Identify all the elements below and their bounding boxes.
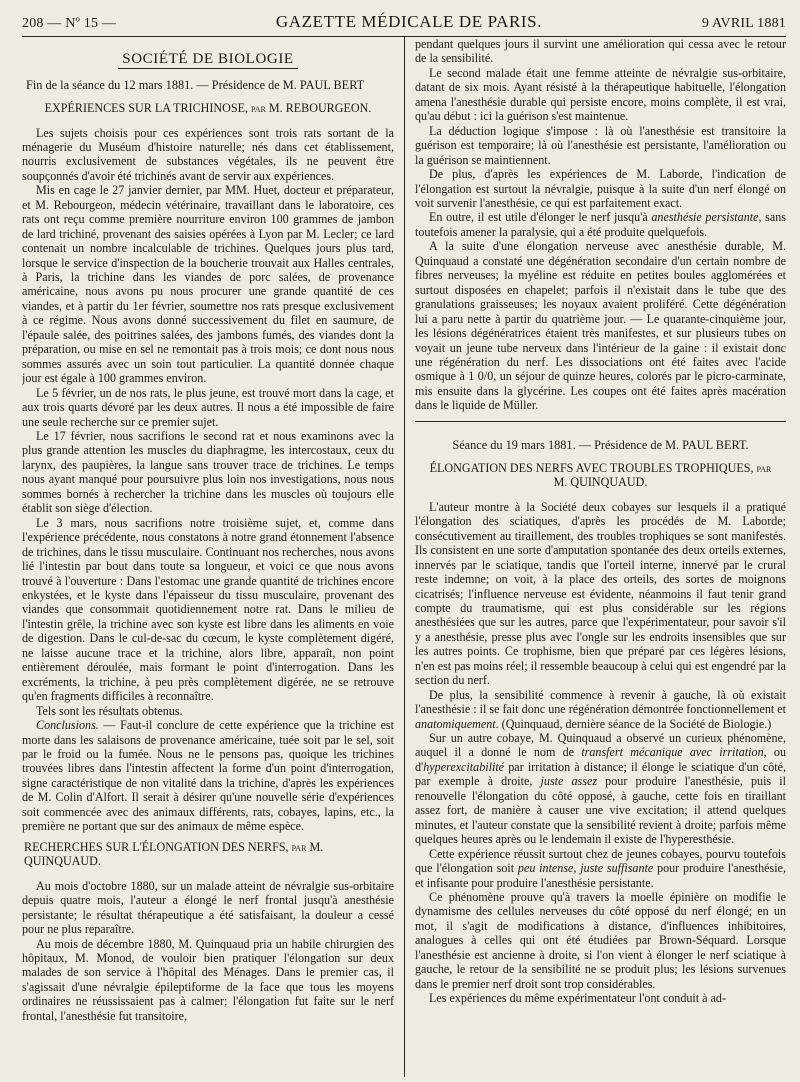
paragraph: Sur un autre cobaye, M. Quinquaud a observé un curieux phénomène, auquel il a donné le nom de transfert mécanique avec irritation, ou d'hyperexcitabilité par irritation à distance; il élonge le sciatique d'un côté, par exemple à droite, juste assez pour produire l'anesthésie, puis il renouvelle l'élongation du côté opposé, à gauche, cette fois en tiraillant assez fort, de manière à causer une vive excitation; il attend quelques minutes, et l'auteur constate que la sensibilité revient à droite; parfois même quelques heures après ou le lendemain il existe de l'hyperesthésie. <box>415 731 786 847</box>
paragraph: Au mois de décembre 1880, M. Quinquaud pria un habile chirurgien des hôpitaux, M. Monod, de vouloir bien pratiquer l'élongation sur deux malades de son service à l'hôpital des Ménages. Dans le premier cas, il s'agissait d'une névralgie épileptiforme de la face que tous les moyens ordinaires ne réussissaient pas à calmer; l'élongation fut faite sur le nerf frontal, l'anesthésie fut transitoire, <box>22 936 394 1023</box>
paragraph: A la suite d'une élongation nerveuse avec anesthésie durable, M. Quinquaud a constaté une dégénération secondaire d'un certain nombre de fibres nerveuses; la myéline est réduite en petites boules agglomérées et surtout disposées en chapelet; parfois il n'existait dans le tube que des granulations graisseuses; les noyaux avaient proliféré. Cette dégénération lui a paru nette à partir du quatrième jour. — Le quarante-cinquième jour, les lésions dégénératrices étaient très manifestes, et sur plusieurs tubes on voyait un jeune tube nerveux dans l'intérieur de la gaine : il existait donc une régénération du nerf. Les dissociations ont été faites avec l'acide osmique à 1 0/0, un séjour de quinze heures, colorés par le picro-carminate, mis ensuite dans la glycérine. Les coupes ont été faites après macération dans le liquide de Müller. <box>415 239 786 413</box>
paragraph: Le second malade était une femme atteinte de névralgie sus-orbitaire, datant de six mois. Ayant résisté à la thérapeutique habituelle, l'élongation amena l'anesthésie durable qui persiste encore, moins complète, il est vrai, qu'au début : ici la guérison s'est maintenue. <box>415 65 786 124</box>
page-number: 208 — Nº 15 — <box>22 16 117 31</box>
session-line: Séance du 19 mars 1881. — Présidence de M. PAUL BERT. <box>452 437 749 452</box>
paragraph: Mis en cage le 27 janvier dernier, par MM. Huet, docteur et préparateur, et M. Rebourgeon, médecin vétérinaire, travaillant dans le laboratoire, ces rats ont reçu comme première nourriture environ 100 grammes de jambon de lard trichiné, provenant des saisies opérées à Lyon par M. Lecler; ce lard contenait un nombre incalculable de trichines. Quelques jours plus tard, lorsque le service d'inspection de la boucherie trouvait aux Halles centrales, à Paris, la trichine dans les viandes de porc salées, de provenance américaine, nous avons pu nous procurer une grande quantité de ces viandes, et à partir du 1er février, soumettre nos rats presque exclusivement à ce régime. Nous avons donné successivement du filet en saumure, de l'épaule salée, des poitrines salées, des jambons fumés, des viandes dont la préparation, ou mise en sel ne remontait pas à trois mois; ce dont nous nous sommes assurés avec un soin tout particulier. La quantité donnée chaque jour est égale à 100 grammes environ. <box>22 183 394 386</box>
paragraph: Cette expérience réussit surtout chez de jeunes cobayes, pourvu toutefois que l'élongation soit peu intense, juste suffisante pour produire l'anesthésie, et infisante pour produire l'anesthésie persistante. <box>415 846 786 890</box>
paragraph: Le 5 février, un de nos rats, le plus jeune, est trouvé mort dans la cage, et aux trois quarts dévoré par les deux autres. Il nous a été impossible de faire une seule recherche sur ce premier sujet. <box>22 385 394 429</box>
paragraph: Les sujets choisis pour ces expériences sont trois rats sortant de la ménagerie du Muséum d'histoire naturelle; nés dans cet établissement, nourris exclusivement de substances végétales, ils ne peuvent être soupçonnés d'avoir été trichinés avant de servir aux expériences. <box>22 125 394 183</box>
paragraph: Les expériences du même expérimentateur l'ont conduit à ad- <box>429 991 727 1006</box>
paragraph: L'auteur montre à la Société deux cobayes sur lesquels il a pratiqué l'élongation des sciatiques, d'après les procédés de M. Laborde; consécutivement au tiraillement, des troubles trophiques se sont manifestés. Ils consistent en une sorte d'amputation spontanée des deux orteils externes, innervés par le sciatique, tandis que l'orteil interne, innervé par le crural reste indemne; on voit, à la place des orteils, des sortes de moignons cicatrisés; l'influence nerveuse est évidente, néanmoins il faut tenir grand compte du traumatisme, qui est plus considérable sur les régions anesthésiées que sur les autres, parce que l'expérimentateur, pour savoir s'il y a anesthésie, presse plus avec l'ongle sur les endroits insensibles que sur les autres points. Ce trophisme, bien que préparé par ces légères lésions, n'en est pas moins réel; il ressemble beaucoup à celui qui est engendré par la section du nerf. <box>415 499 786 688</box>
paragraph: Le 17 février, nous sacrifions le second rat et nous examinons avec la plus grande attention les muscles du diaphragme, les intercostaux, ceux du larynx, des paupières, la langue sans trouver trace de trichines. Le temps nous ayant manqué pour poursuivre plus loin nos investigations, nous nous sommes bornés à rechercher la trichine dans les muscles où toujours elle établit son siège d'élection. <box>22 429 394 516</box>
page-header <box>22 12 786 37</box>
columns <box>22 37 786 1077</box>
conclusions-label: Conclusions. <box>36 718 99 733</box>
paragraph: Au mois d'octobre 1880, sur un malade atteint de névralgie sus-orbitaire depuis quatre mois, l'auteur a élongé le nerf frontal jusqu'à anesthésie persistante; le résultat thérapeutique a été satisfaisant, la douleur a cessé pour ne plus reparaître. <box>22 878 394 937</box>
divider <box>415 421 786 422</box>
left-column <box>22 37 404 1077</box>
masthead-title: GAZETTE MÉDICALE DE PARIS. <box>275 12 543 31</box>
session-line: Fin de la séance du 12 mars 1881. — Présidence de M. PAUL BERT <box>26 78 365 92</box>
paragraph: La déduction logique s'impose : là où l'anesthésie est transitoire la guérison est temporaire; là où l'anesthésie est persistante, l'amélioration ou la guérison se maintiennent. <box>415 123 786 167</box>
paragraph: Conclusions. — Faut-il conclure de cette expérience que la trichine est morte dans les salaisons de provenance américaine, tuée soit par le sel, soit par le froid ou la fumée. Nous ne le pensons pas, quoique les trichines trouvées libres dans l'intestin affectent la forme d'un point d'interrogation, signe caractéristique de non vitalité dans la trichine, d'après les expériences de M. Colin d'Alfort. Il serait à désirer qu'une nouvelle série d'expériences soit commencée avec des animaux différents, rats, cobayes, lapins, etc., la première ne portant que sur des animaux de même espèce. <box>22 718 394 834</box>
section-title: SOCIÉTÉ DE BIOLOGIE <box>22 51 394 68</box>
issue-date: 9 AVRIL 1881 <box>701 16 786 31</box>
paragraph: En outre, il est utile d'élonger le nerf jusqu'à anesthésie persistante, sans toutefois amener la paralysie, qui a été produite quelquefois. <box>415 210 786 239</box>
right-column <box>404 37 786 1077</box>
paragraph: De plus, la sensibilité commence à revenir à gauche, là où existait l'anesthésie : il se fait donc une régénération démontrée fonctionnellement et anatomiquement. (Quinquaud, dernière séance de la Société de Biologie.) <box>415 687 786 731</box>
article-caption: EXPÉRIENCES SUR LA TRICHINOSE, par M. REBOURGEON. <box>44 101 372 115</box>
article-caption: RECHERCHES SUR L'ÉLONGATION DES NERFS, par M. QUINQUAUD. <box>24 839 324 869</box>
paragraph: Le 3 mars, nous sacrifions notre troisième sujet, et, comme dans l'expérience précédente, nous constatons à notre grand étonnement l'absence de trichines, dans le tissu musculaire. Continuant nos recherches, nous avons lié l'intestin par bout dans toute sa longueur, et voici ce que nous avons trouvé à l'ouverture : Dans l'estomac une grande quantité de trichines encore enkystées, et le kyste dans l'épaisseur du tissu musculaire, provenant des viandes que consommait quotidiennement notre rat. Dans le milieu de l'intestin grêle, la trichine avec son kyste est libre dans les aliments en voie de digestion. Dans le cul-de-sac du cœcum, le kyste complètement digéré, ne laisse aucune trace et la trichine, alors libre, apparaît, non point entièrement déroulée, mais formant le point d'interrogation. Dans les excréments, la trichine, à peu près complètement digérée, ne se retrouve qu'en fragments difficiles à reconnaître. <box>22 515 394 704</box>
paragraph: Tels sont les résultats obtenus. <box>36 703 183 718</box>
paragraph: De plus, d'après les expériences de M. Laborde, l'indication de l'élongation est surtout la névralgie, puisque à la suite d'un nerf élongé on voit survenir l'anesthésie, ce qui est parfaitement exact. <box>415 167 786 210</box>
paragraph: Ce phénomène prouve qu'à travers la moelle épinière on modifie le dynamisme des cellules nerveuses du côté opposé du nerf élongé; en un mot, il s'agit de modifications à distance, d'influences inhibitoires, analogues à celles qui ont été étudiées par Brown-Séquard. Lorsque l'anesthésie est ancienne à droite, si l'on vient à élonger le nerf sciatique à gauche, le retour de la sensibilité ne se produit plus; les lésions survenues dans le premier nerf droit sont trop considérables. <box>415 890 786 991</box>
article-caption: ÉLONGATION DES NERFS AVEC TROUBLES TROPHIQUES, par M. QUINQUAUD. <box>429 460 772 490</box>
paragraph: pendant quelques jours il survint une amélioration qui cessa avec le retour de la sensibilité. <box>415 37 786 66</box>
